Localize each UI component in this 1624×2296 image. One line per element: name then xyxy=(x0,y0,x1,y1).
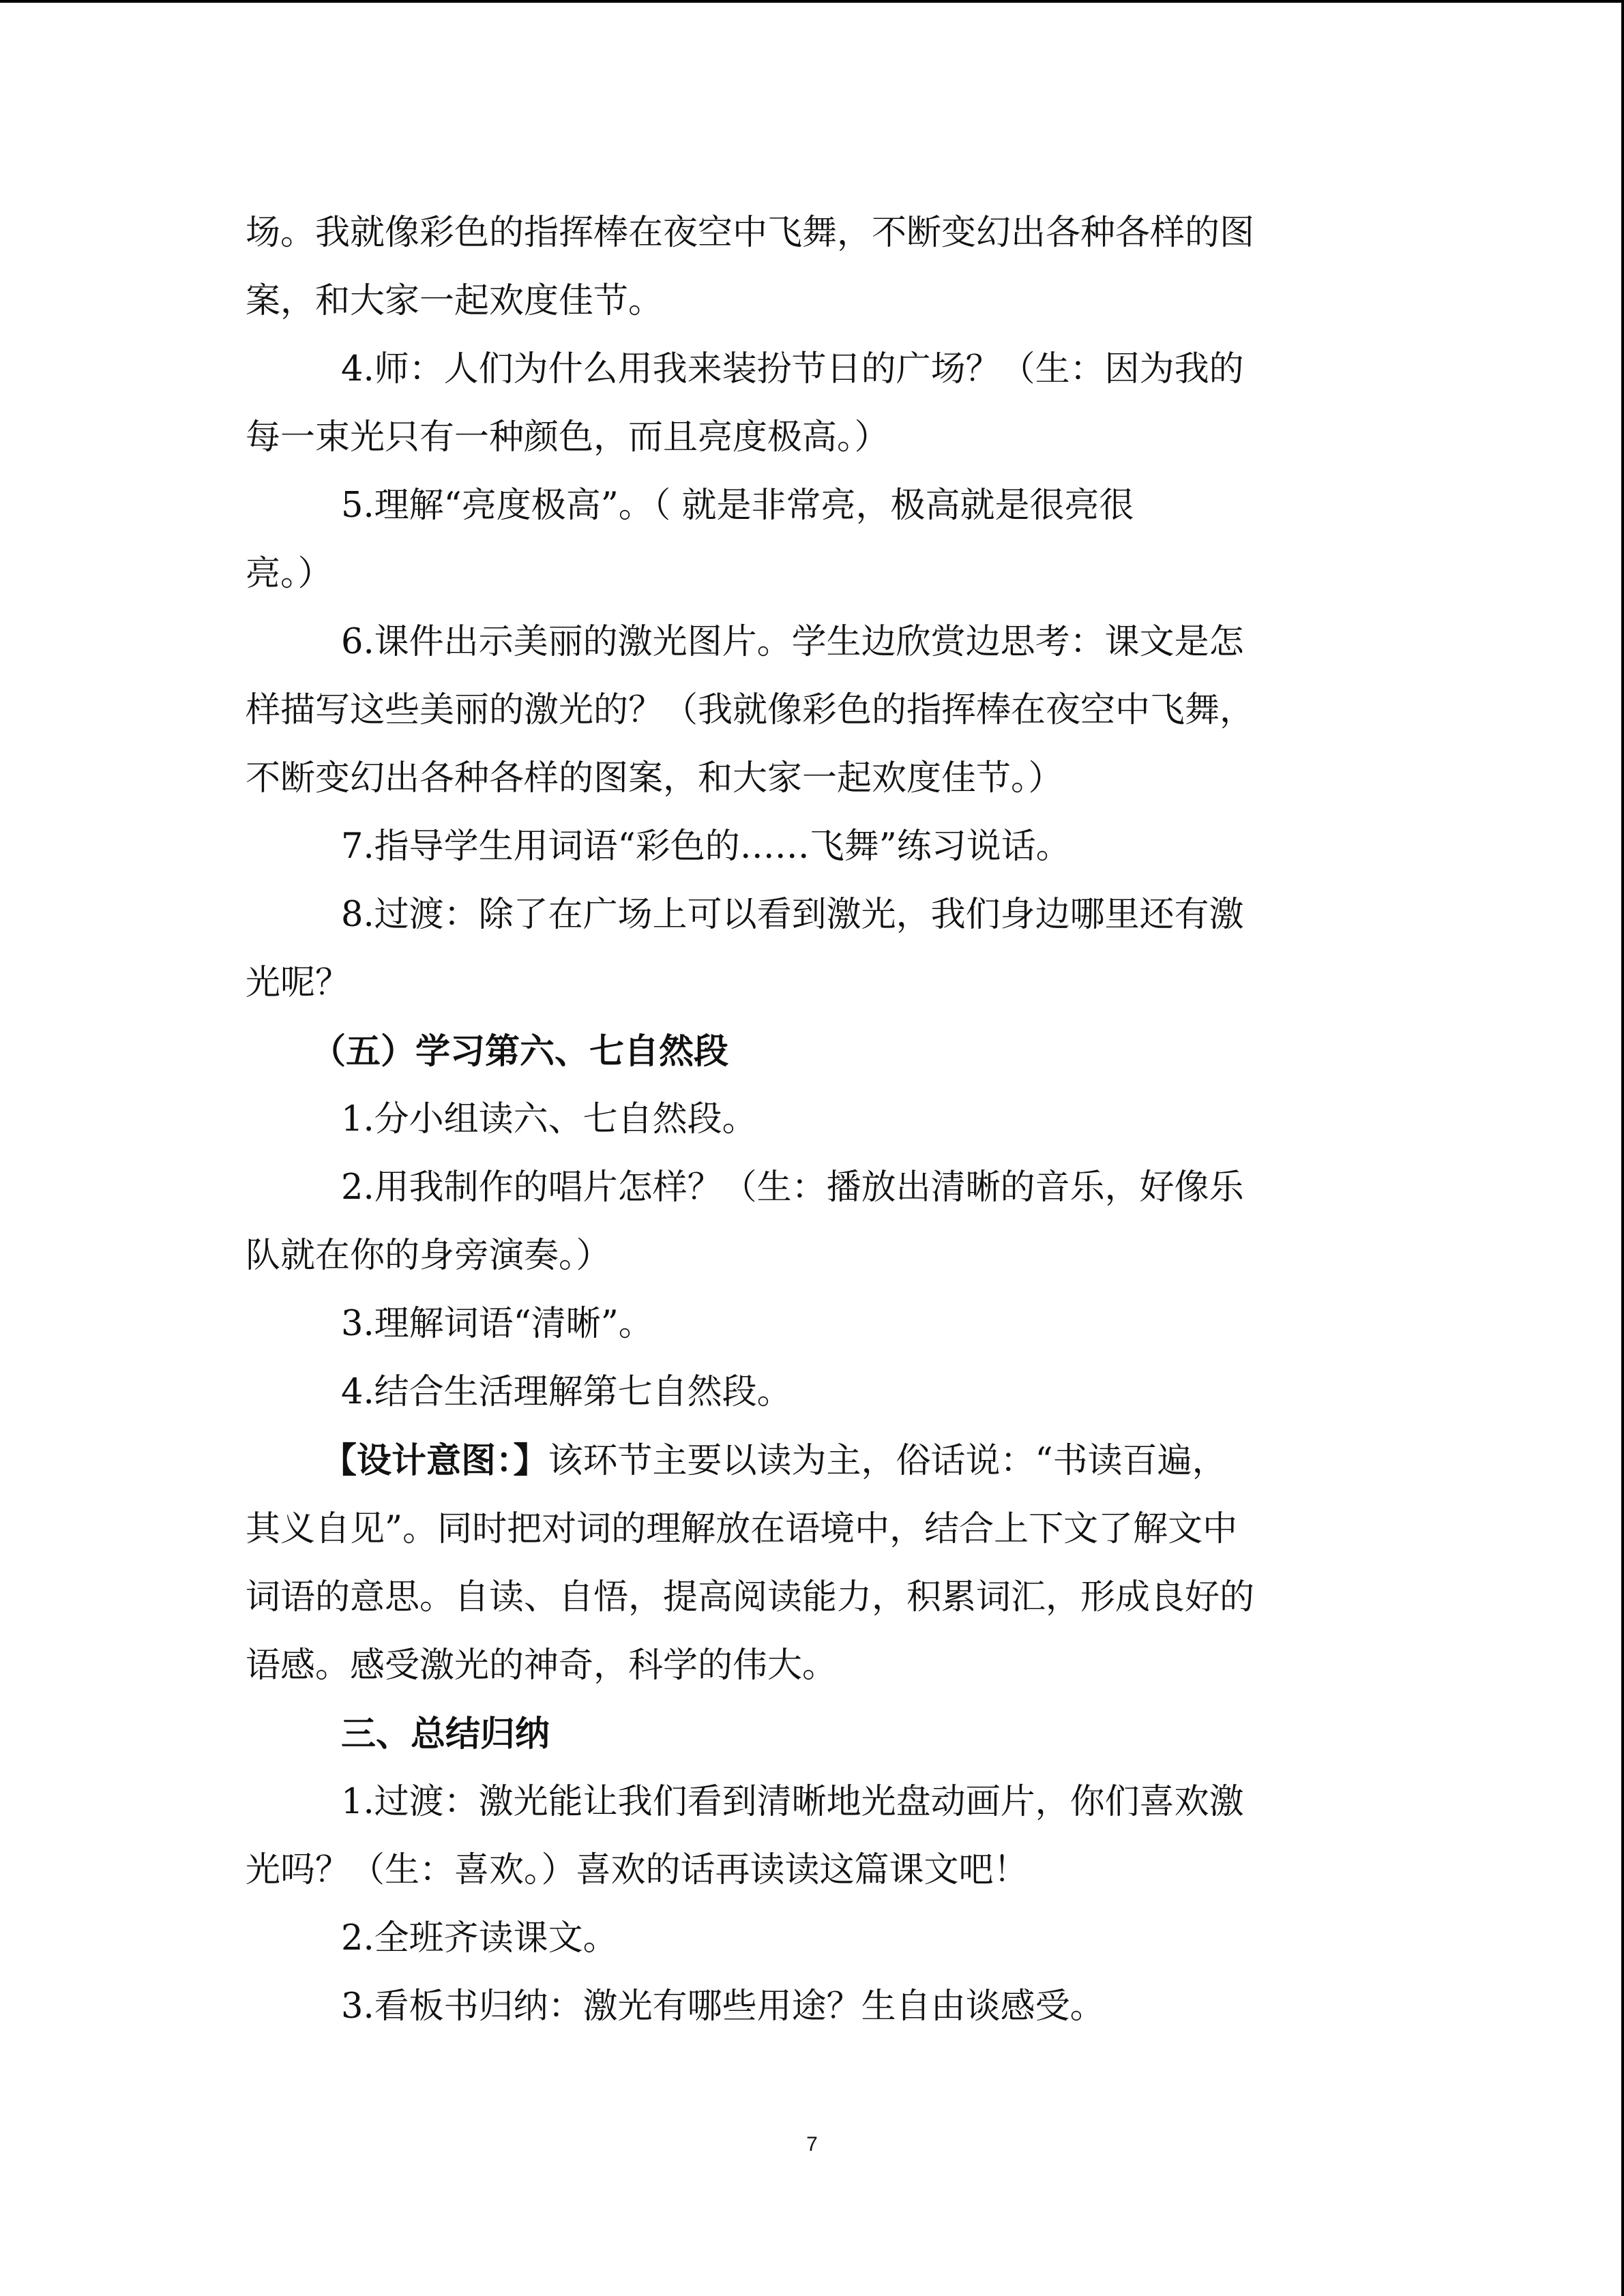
paragraph-line: 词语的意思。自读、自悟，提高阅读能力，积累词汇，形成良好的 xyxy=(246,1577,1255,1617)
paragraph-line: 亮。） xyxy=(246,554,333,594)
paragraph-line: 语感。感受激光的神奇，科学的伟大。 xyxy=(246,1645,838,1686)
section-heading-three: 三、总结归纳 xyxy=(341,1714,550,1755)
paragraph-line: 4.师：人们为什么用我来装扮节日的广场？（生：因为我的 xyxy=(341,349,1244,389)
paragraph-line: 1.过渡：激光能让我们看到清晰地光盘动画片，你们喜欢激 xyxy=(341,1782,1244,1822)
paragraph-line: 2.用我制作的唱片怎样？（生：播放出清晰的音乐，好像乐 xyxy=(341,1167,1244,1208)
paragraph-line: 8.过渡：除了在广场上可以看到激光，我们身边哪里还有激 xyxy=(341,895,1244,935)
paragraph-line: 样描写这些美丽的激光的？（我就像彩色的指挥棒在夜空中飞舞， xyxy=(246,690,1255,730)
paragraph-line: 5.理解“亮度极高”。（ 就是非常亮，极高就是很亮很 xyxy=(341,486,1134,526)
paragraph-line: 不断变幻出各种各样的图案，和大家一起欢度佳节。） xyxy=(246,758,1063,799)
page-right-border xyxy=(1621,0,1624,2296)
paragraph-line: 其义自见”。同时把对词的理解放在语境中，结合上下文了解文中 xyxy=(246,1509,1238,1549)
paragraph-line: 每一束光只有一种颜色，而且亮度极高。） xyxy=(246,417,889,458)
paragraph-line: 4.结合生活理解第七自然段。 xyxy=(341,1372,792,1412)
paragraph-line: 光呢？ xyxy=(246,963,351,1003)
page-number: 7 xyxy=(806,2133,818,2156)
paragraph-line: 1.分小组读六、七自然段。 xyxy=(341,1099,757,1139)
page-top-border xyxy=(0,0,1624,3)
paragraph-line: 3.看板书归纳：激光有哪些用途？生自由谈感受。 xyxy=(341,1986,1105,2027)
section-heading-five: （五）学习第六、七自然段 xyxy=(311,1031,729,1072)
design-intent-line xyxy=(246,1427,1357,1495)
paragraph-line: 光吗？（生：喜欢。）喜欢的话再读读这篇课文吧！ xyxy=(246,1850,1029,1890)
paragraph-line: 3.理解词语“清晰”。 xyxy=(341,1304,653,1344)
paragraph-line: 7.指导学生用词语“彩色的……飞舞”练习说话。 xyxy=(341,826,1071,867)
paragraph-line: 场。我就像彩色的指挥棒在夜空中飞舞，不断变幻出各种各样的图 xyxy=(246,213,1255,253)
paragraph-line: 2.全班齐读课文。 xyxy=(341,1918,618,1958)
document-body xyxy=(246,199,1357,2041)
paragraph-line: 队就在你的身旁演奏。） xyxy=(246,1236,611,1276)
paragraph-line: 6.课件出示美丽的激光图片。学生边欣赏边思考：课文是怎 xyxy=(341,622,1244,662)
design-intent-label: 【设计意图：】 xyxy=(322,1440,548,1481)
design-intent-text: 该环节主要以读为主，俗话说：“书读百遍， xyxy=(548,1441,1227,1481)
paragraph-line: 案，和大家一起欢度佳节。 xyxy=(246,281,664,321)
